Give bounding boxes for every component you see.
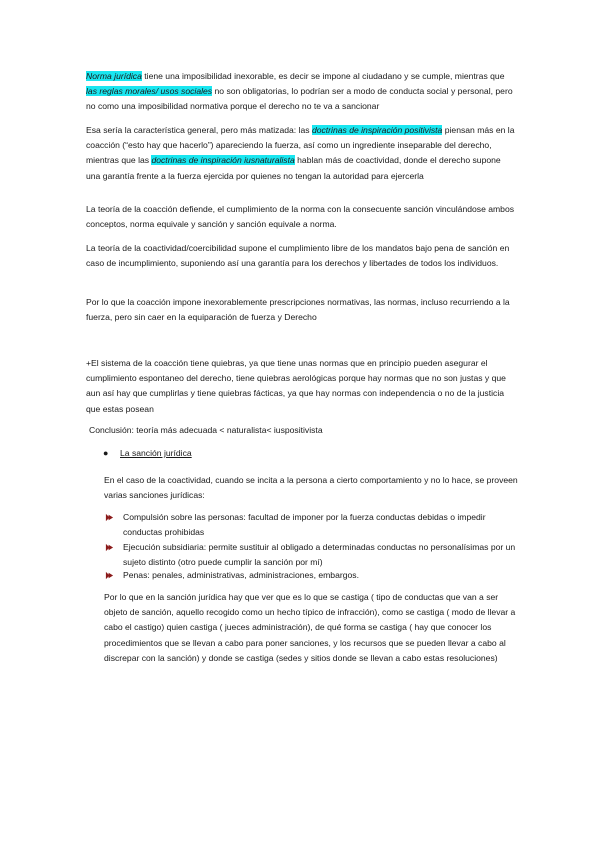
bullet-heading: La sanción jurídica: [120, 448, 192, 458]
paragraph-coactividad-sanciones: En el caso de la coactividad, cuando se incita a la persona a cierto comportamiento y no lo hace, se proveen varias sanciones jurídicas:: [104, 475, 518, 501]
paragraph-norma-juridica: Norma jurídica tiene una imposibilidad inexorable, es decir se impone al ciudadano y se cumple, mientras que las reglas morales/ usos sociales no son obligatorias, lo podrían ser a modo de conducta social y personal, pero no como una imposibilidad normativa porque el derecho no te va a sancionar: [86, 71, 513, 112]
bullet-heading-row: [103, 446, 192, 461]
sub-item-ejecucion: Ejecución subsidiaria: permite sustituir al obligado a determinadas conductas no personalísimas por un sujeto distinto (otro puede cumplir la sanción por mí): [123, 540, 521, 570]
highlight-reglas-morales: las reglas morales/ usos sociales: [86, 86, 213, 97]
conclusion-line: Conclusión: teoría más adecuada < naturalista< iuspositivista: [89, 425, 323, 435]
arrow-bullet-icon: [105, 543, 114, 552]
paragraph-sancion-juridica: Por lo que en la sanción jurídica hay que ver que es lo que se castiga ( tipo de conductas que van a ser objeto de sanción, aquello recogido como un hecho típico de infracción), como se castiga ( modo de llevar a cabo el castigo) quien castiga ( jueces administración), de qué forma se castiga ( hay que conocer los procedimientos que se llevan a cabo para poner sanciones, y los recursos que se pueden llevar a cabo al discrepar con la sanción) y donde se castiga (sedes y sitios donde se llevan a cabo estas resoluciones): [104, 592, 516, 663]
paragraph-teoria-coaccion: La teoría de la coacción defiende, el cumplimiento de la norma con la consecuente sanción vinculándose ambos conceptos, norma equivale y sanción y sanción equivale a norma.: [86, 204, 515, 230]
paragraph-conclusion-coaccion: Por lo que la coacción impone inexorablemente prescripciones normativas, las normas, incluso recurriendo a la fuerza, pero sin caer en la equiparación de fuerza y Derecho: [86, 297, 510, 323]
arrow-bullet-icon: [105, 571, 114, 580]
highlight-iusnaturalista: doctrinas de inspiración iusnaturalista: [151, 155, 295, 166]
sub-item-compulsion: Compulsión sobre las personas: facultad de imponer por la fuerza conductas debidas o impedir conductas prohibidas: [123, 510, 521, 540]
paragraph-quiebras: +El sistema de la coacción tiene quiebras, ya que tiene unas normas que en principio pueden asegurar el cumplimiento espontaneo del derecho, tiene quiebras aerológicas porque hay normas que no son justas y que aun así hay que cumplirlas y tiene quiebras fácticas, ya que hay normas con independencia o no de la justicia que estas posean: [86, 358, 506, 414]
highlight-positivista: doctrinas de inspiración positivista: [311, 125, 443, 135]
arrow-bullet-icon: [105, 513, 114, 522]
bullet-dot-icon: ●: [103, 448, 109, 458]
paragraph-doctrinas: Esa sería la característica general, pero más matizada: las doctrinas de inspiración positivista piensan más en la coacción (“esto hay que hacerlo”) apareciendo la fuerza, así como un ingrediente inseparable del derecho, mientras que las doctrinas de inspiración iusnaturalista hablan más de coactividad, donde el derecho supone una garantía frente a la fuerza ejercida por quienes no tengan la autoridad para ejercerla: [86, 125, 515, 181]
paragraph-teoria-coactividad: La teoría de la coactividad/coercibilidad supone el cumplimiento libre de los mandatos bajo pena de sanción en caso de incumplimiento, suponiendo así una garantía para los derechos y libertades de todos los individuos.: [86, 243, 510, 269]
sub-item-penas: Penas: penales, administrativas, administraciones, embargos.: [123, 568, 521, 583]
highlight-norma-juridica: Norma jurídica: [86, 71, 142, 81]
